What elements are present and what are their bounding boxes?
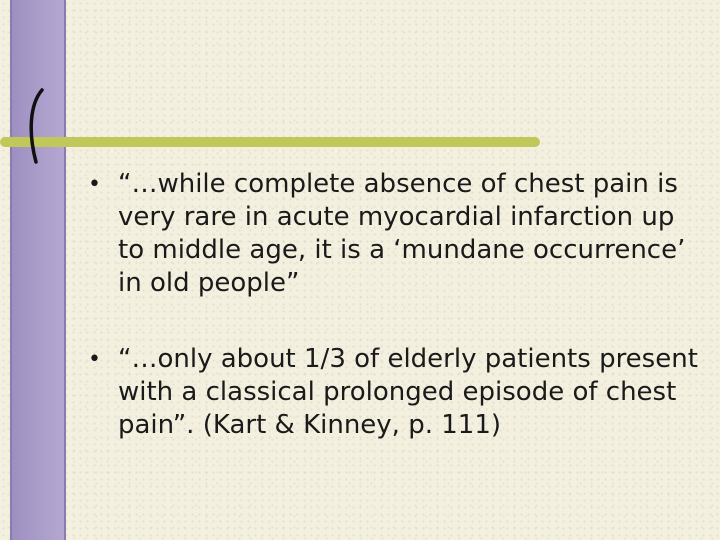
bullet-item	[86, 343, 706, 442]
bullet-text: “…only about 1/3 of elderly patients present with a classical prolonged episode of chest pain”. (Kart & Kinney, p. 111)	[118, 344, 698, 440]
bullet-item	[86, 168, 706, 300]
bullet-list	[86, 168, 706, 442]
decorative-green-line	[0, 137, 540, 147]
bullet-marker: •	[88, 347, 101, 372]
bullet-text: “…while complete absence of chest pain is very rare in acute myocardial infarction up to middle age, it is a ‘mundane occurrence’ in old people”	[118, 169, 686, 298]
decorative-purple-bar	[10, 0, 66, 540]
left-bracket-icon	[18, 86, 48, 166]
bullet-marker: •	[88, 172, 101, 197]
